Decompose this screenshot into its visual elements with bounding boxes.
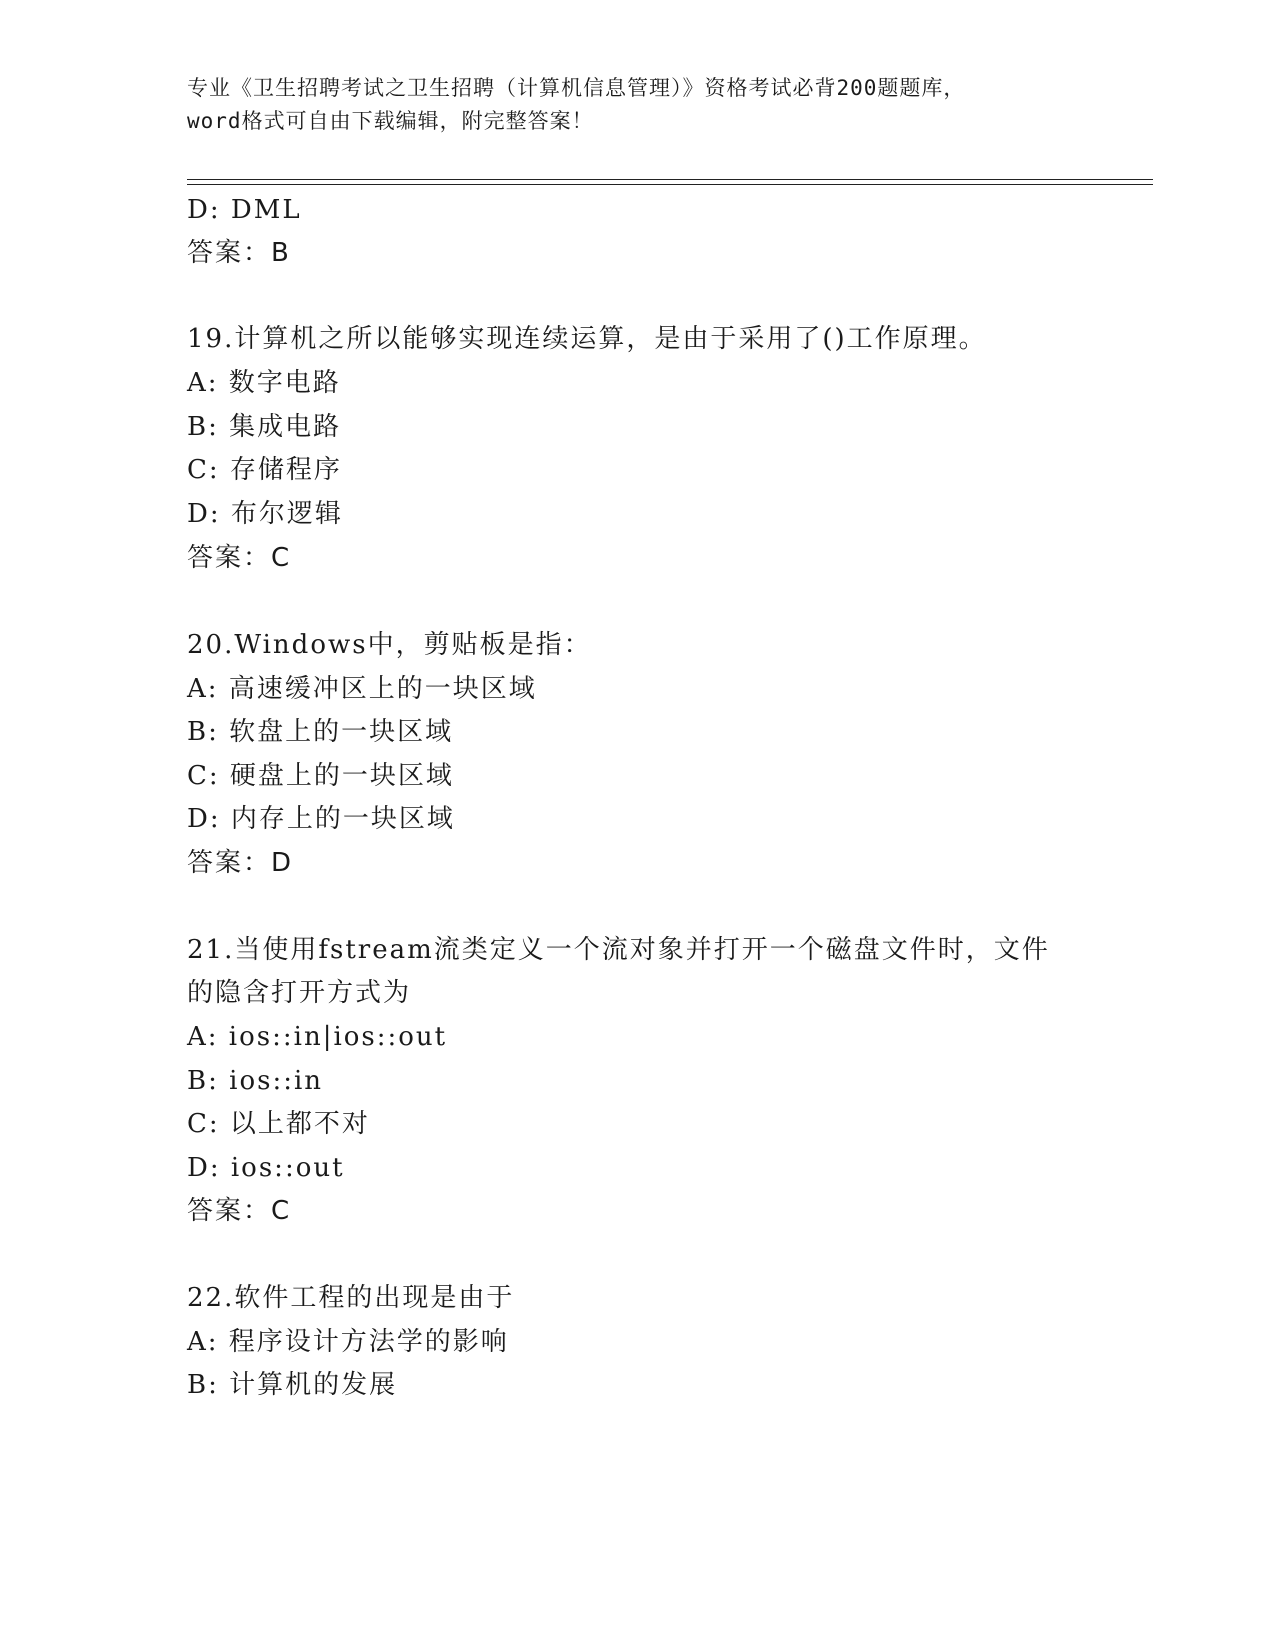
question-21-option-d: D: ios::out <box>187 1153 345 1183</box>
question-20-option-a: A: 高速缓冲区上的一块区域 <box>187 674 537 704</box>
question-21-answer: 答案：C <box>187 1196 292 1226</box>
prev-option-d: D: DML <box>187 195 302 225</box>
question-21-option-c: C: 以上都不对 <box>187 1109 370 1139</box>
question-20-stem: 20.Windows中，剪贴板是指： <box>187 630 592 660</box>
question-21-stem-line-1: 21.当使用fstream流类定义一个流对象并打开一个磁盘文件时，文件 <box>187 935 1050 965</box>
question-19-stem: 19.计算机之所以能够实现连续运算，是由于采用了()工作原理。 <box>187 324 987 354</box>
question-20-option-c: C: 硬盘上的一块区域 <box>187 761 454 791</box>
question-21-option-b: B: ios::in <box>187 1066 324 1096</box>
question-22-option-b: B: 计算机的发展 <box>187 1370 398 1400</box>
header-line-2: word格式可自由下载编辑，附完整答案！ <box>187 109 594 133</box>
question-22-option-a: A: 程序设计方法学的影响 <box>187 1327 509 1357</box>
question-22-stem: 22.软件工程的出现是由于 <box>187 1283 515 1313</box>
header-line-1: 专业《卫生招聘考试之卫生招聘（计算机信息管理）》资格考试必背200题题库， <box>187 76 966 100</box>
header-divider-top <box>187 179 1153 180</box>
question-19-answer: 答案：C <box>187 543 292 573</box>
question-19-option-d: D: 布尔逻辑 <box>187 499 343 529</box>
question-21-option-a: A: ios::in|ios::out <box>187 1022 448 1052</box>
question-19-option-a: A: 数字电路 <box>187 368 341 398</box>
question-20-answer: 答案：D <box>187 848 294 878</box>
question-19-option-b: B: 集成电路 <box>187 412 342 442</box>
question-21-stem-line-2: 的隐含打开方式为 <box>187 978 412 1008</box>
header-divider-bottom <box>187 184 1153 185</box>
question-20-option-b: B: 软盘上的一块区域 <box>187 717 454 747</box>
prev-answer: 答案：B <box>187 238 291 268</box>
question-19-option-c: C: 存储程序 <box>187 455 342 485</box>
document-header <box>187 72 1087 138</box>
question-20-option-d: D: 内存上的一块区域 <box>187 804 455 834</box>
